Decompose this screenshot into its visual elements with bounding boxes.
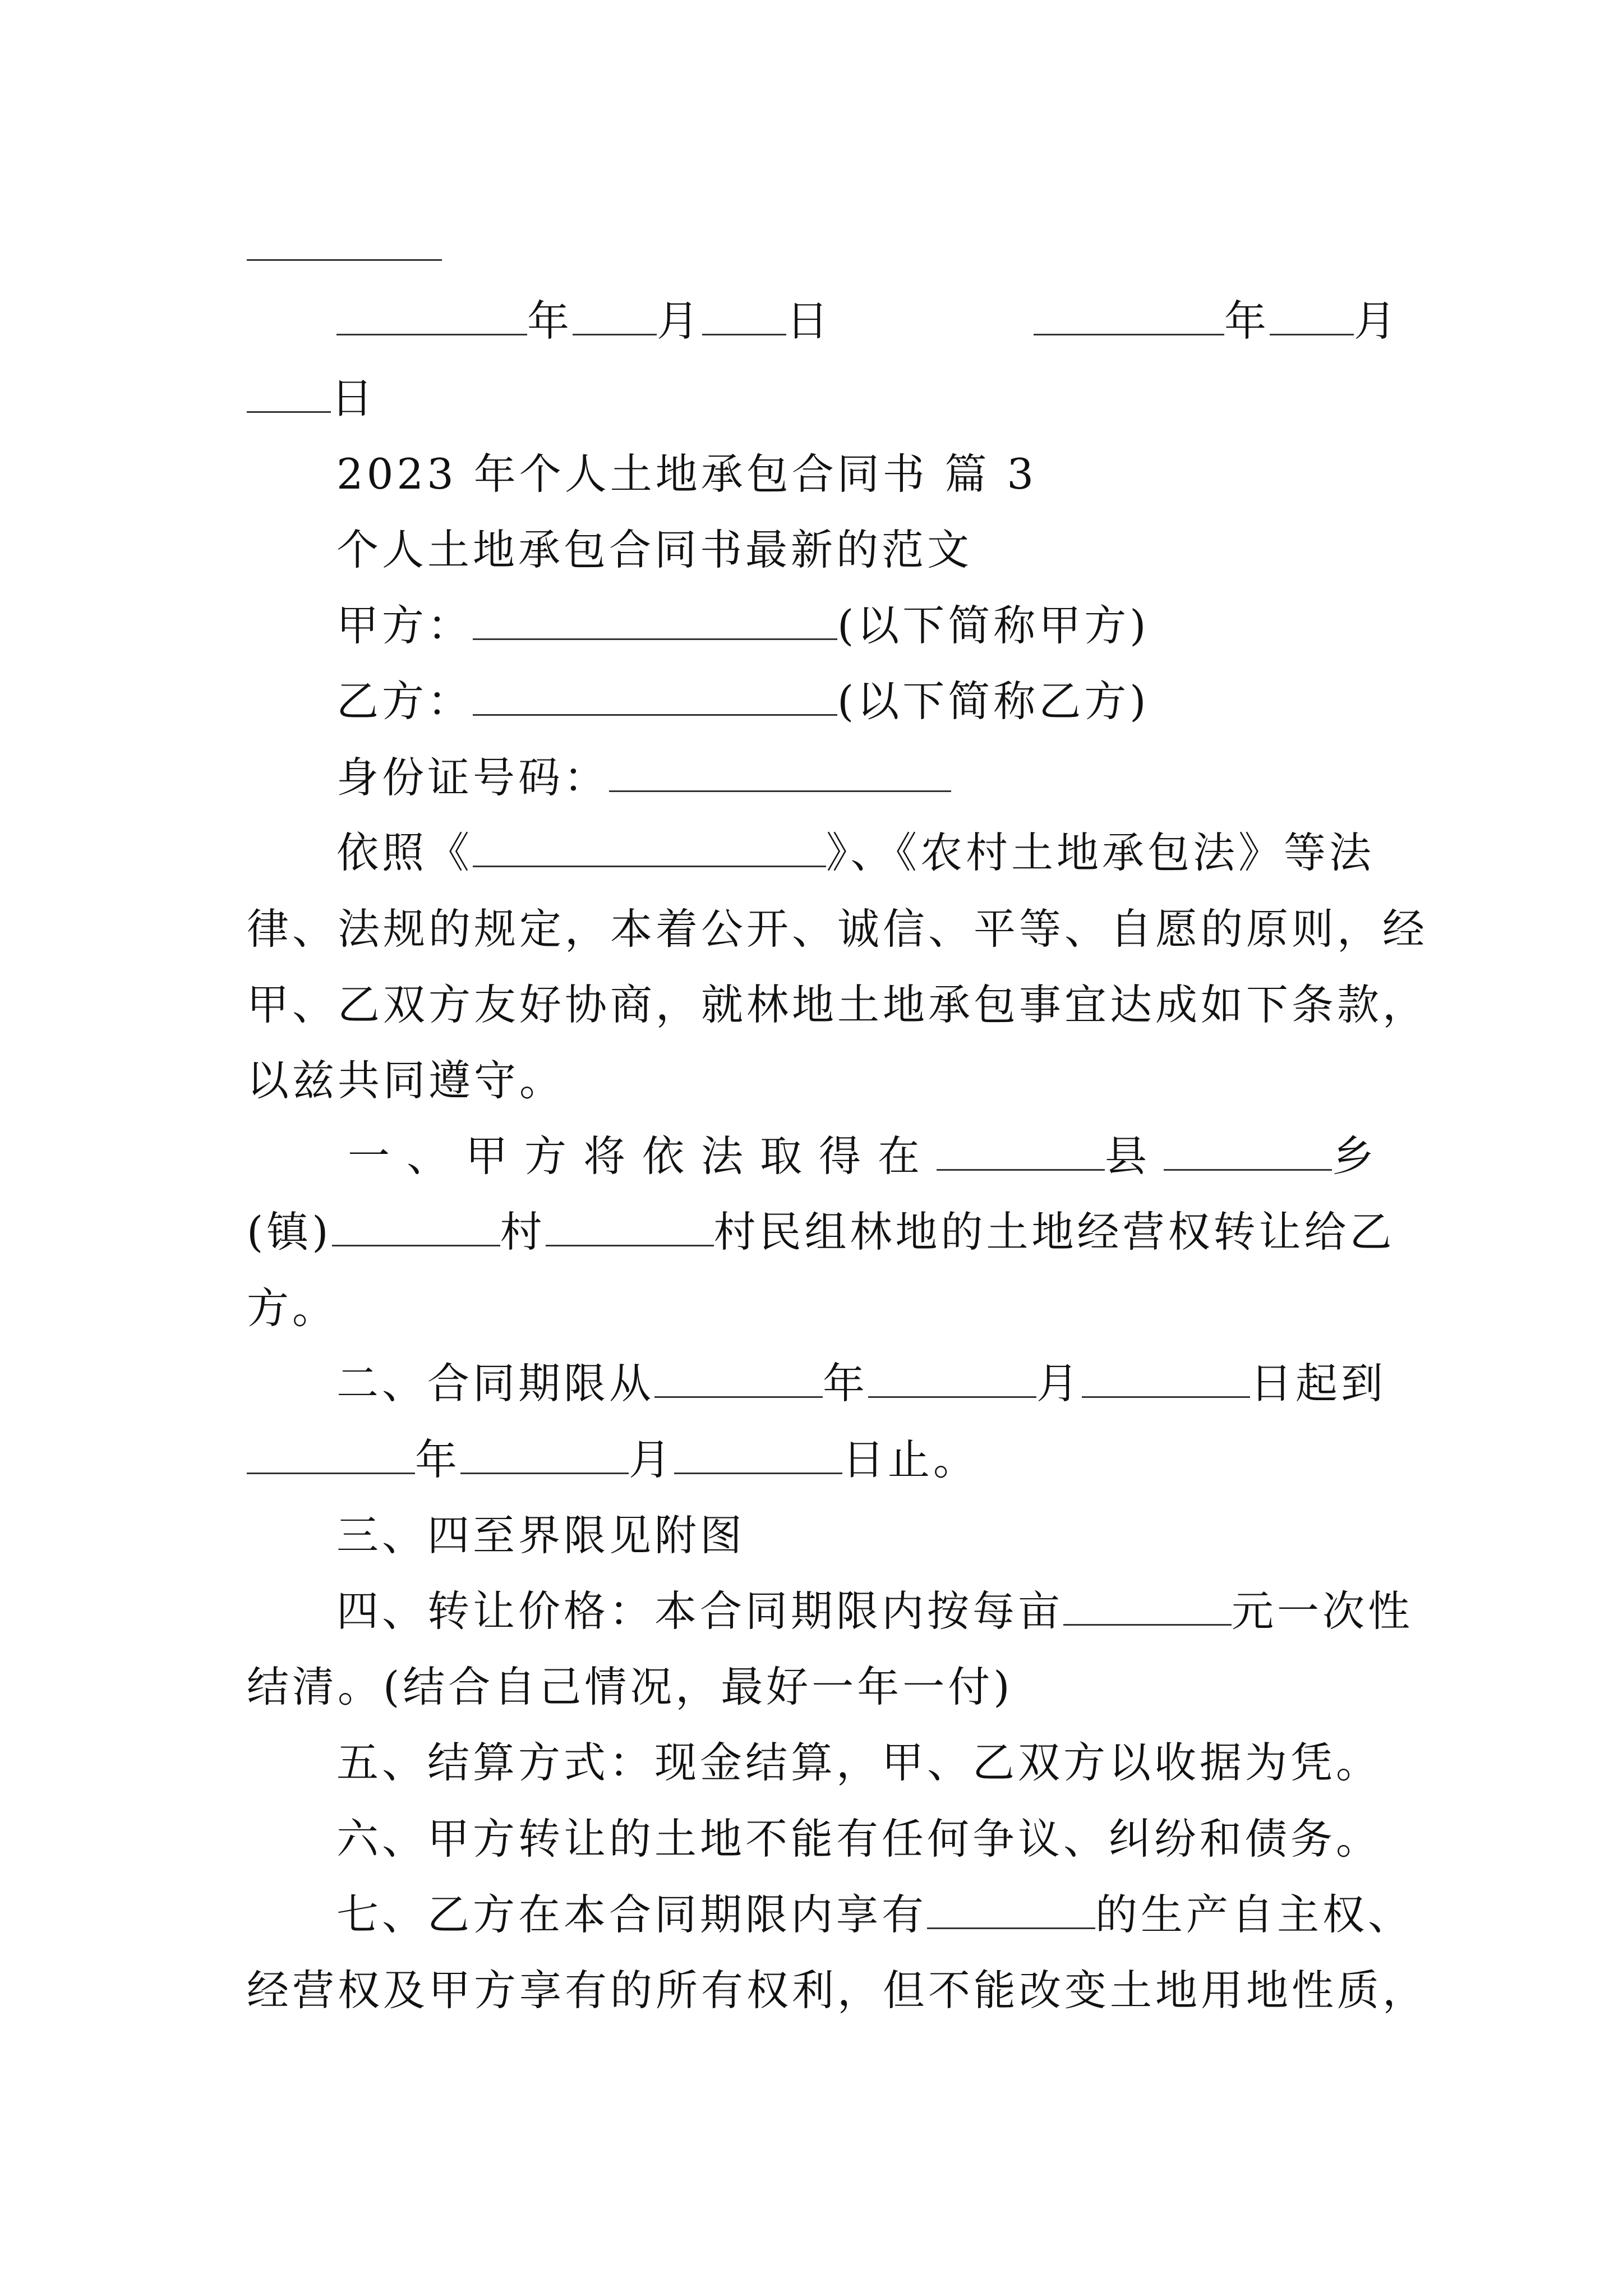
- clause-7-line-1: 七、乙方在本合同期限内享有 的生产自主权、: [336, 1890, 1414, 1939]
- paragraph-1-line-1: 依照《 》、《农村土地承包法》等法: [336, 828, 1375, 877]
- paragraph-1-line-3: 甲、乙双方友好协商，就林地土地承包事宜达成如下条款，: [247, 980, 1428, 1029]
- clause-7-line-2: 经营权及甲方享有的所有权利，但不能改变土地用地性质，: [247, 1966, 1428, 2015]
- party-b-line: 乙方： (以下简称乙方): [336, 677, 1150, 726]
- clause-1-line-3: 方。: [247, 1283, 338, 1333]
- date-line: 年 月 日 年 月: [247, 293, 1385, 349]
- clause-4-line-2: 结清。(结合自己情况，最好一年一付): [247, 1662, 1013, 1711]
- clause-5: 五、结算方式：现金结算，甲、乙双方以收据为凭。: [336, 1738, 1382, 1787]
- clause-4-line-1: 四、转让价格：本合同期限内按每亩 元一次性: [336, 1586, 1414, 1636]
- clause-1-line-2: (镇) 村 村民组林地的土地经营权转让给乙: [247, 1207, 1395, 1257]
- clause-3: 三、四至界限见附图: [336, 1511, 746, 1560]
- clause-6: 六、甲方转让的土地不能有任何争议、纠纷和债务。: [336, 1814, 1382, 1864]
- clause-1-line-1: 一、甲方将依法取得在 县 乡: [348, 1131, 1391, 1181]
- paragraph-1-line-2: 律、法规的规定，本着公开、诚信、平等、自愿的原则，经: [247, 904, 1428, 954]
- section-heading: 2023 年个人土地承包合同书 篇 3: [336, 449, 1038, 499]
- date-line-cont: 日: [247, 370, 1385, 426]
- clause-2-line-2: 年 月 日止。: [247, 1432, 1385, 1488]
- paragraph-1-line-4: 以兹共同遵守。: [247, 1056, 565, 1105]
- id-number-line: 身份证号码：: [247, 749, 1385, 806]
- signature-blank-line: [247, 259, 442, 261]
- party-a-line: 甲方： (以下简称甲方): [336, 601, 1150, 650]
- clause-2-line-1: 二、合同期限从 年 月 日起到: [336, 1359, 1387, 1408]
- document-subtitle: 个人土地承包合同书最新的范文: [336, 525, 973, 574]
